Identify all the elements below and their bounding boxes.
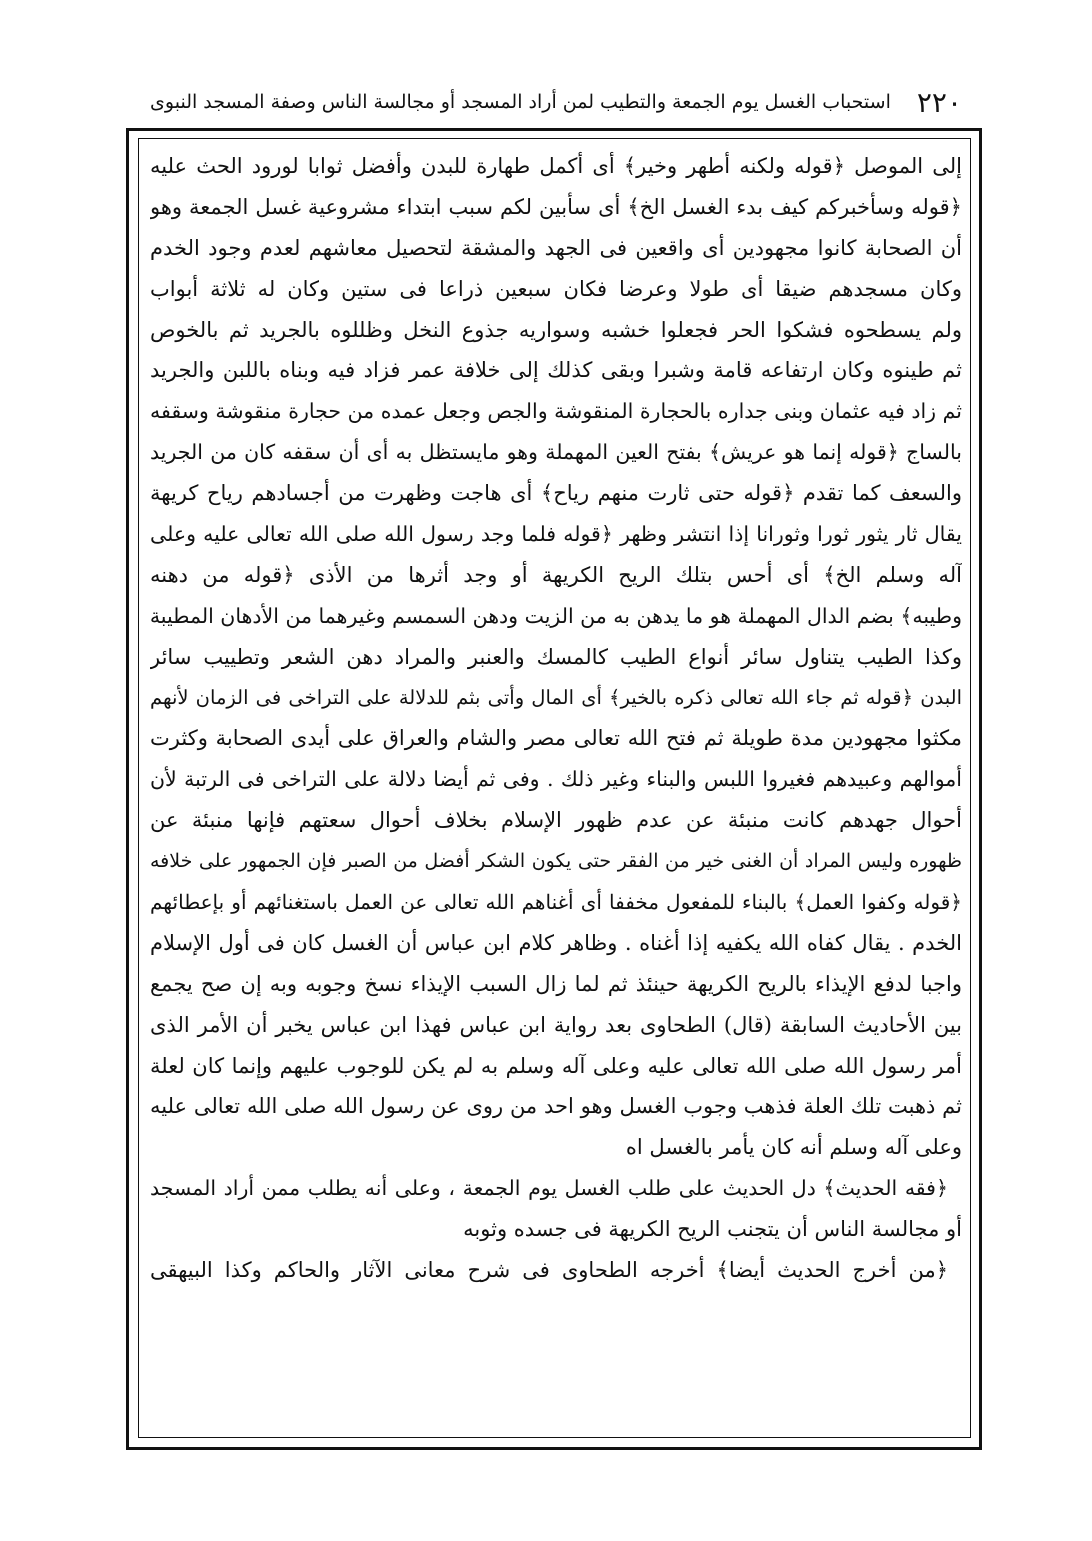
section-heading-line: ﴿فقه الحديث﴾ دل الحديث على طلب الغسل يوم الجمعة ، وعلى أنه يطلب ممن أراد المسجد (150, 1176, 948, 1201)
text-line: البدن ﴿قوله ثم جاء الله تعالى ذكره بالخير﴾ أى المال وأتى بثم للدلالة على التراخى فى الزمان لأنهم (150, 685, 962, 709)
text-line: ثم زاد فيه عثمان وبنى جداره بالحجارة المنقوشة والجص وجعل عمده من حجارة منقوشة وسقفه (150, 399, 962, 424)
text-line: ﴿قوله وسأخبركم كيف بدء الغسل الخ﴾ أى سأبين لكم سبب ابتداء مشروعية غسل الجمعة وهو (150, 194, 962, 219)
text-line: إلى الموصل ﴿قوله ولكنه أطهر وخير﴾ أى أكمل طهارة للبدن وأفضل ثوابا لورود الحث عليه (150, 154, 962, 178)
text-line: واجبا لدفع الإيذاء بالريح الكريهة حينئذ ثم لما زال السبب الإيذاء نسخ وجوبه وبه إن صح يجمع (150, 971, 962, 996)
text-line: ولم يسطحوه فشكوا الحر فجعلوا خشبه وسواريه جذوع النخل وظللوه بالجريد ثم بالخوص (150, 317, 962, 342)
text-line: مكثوا مجهودين مدة طويلة ثم فتح الله تعالى مصر والشام والعراق على أيدى الصحابة وكثرت (150, 726, 962, 751)
body-text (150, 146, 962, 1291)
text-line: وكذا الطيب يتناول سائر أنواع الطيب كالمسك والعنبر والمراد دهن الشعر وتطييب سائر (150, 644, 962, 669)
text-line: وكان مسجدهم ضيقا أى طولا وعرضا فكان سبعين ذراعا فى ستين وكان له ثلاثة أبواب (150, 276, 962, 301)
text-line: أحوال جهدهم كانت منبئة عن عدم ظهور الإسلام بخلاف أحوال سعتهم فإنها منبئة عن (150, 808, 962, 833)
text-line: والسعف كما تقدم ﴿قوله حتى ثارت منهم رياح﴾ أى هاجت وظهرت من أجسادهم رياح كريهة (150, 481, 962, 506)
text-line: ثم ذهبت تلك العلة فذهب وجوب الغسل وهو احد من روى عن رسول الله صلى الله تعالى عليه (150, 1094, 962, 1119)
text-line: ﴿قوله وكفوا العمل﴾ بالبناء للمفعول مخففا أى أغناهم الله تعالى عن العمل باستغنائهم أو بإعطائهم (150, 890, 962, 915)
text-line: أن الصحابة كانوا مجهودين أى واقعين فى الجهد والمشقة لتحصيل معاشهم لعدم وجود الخدم (150, 235, 962, 260)
text-line: أمر رسول الله صلى الله تعالى عليه وعلى آله وسلم به لم يكن للوجوب عليهم وإنما كان لعلة (150, 1053, 962, 1078)
text-line: وطيبه﴾ بضم الدال المهملة هو ما يدهن به من الزيت ودهن السمسم وغيرهما من الأدهان المطيبة (150, 603, 962, 628)
text-line: ثم طينوه وكان ارتفاعه قامة وشبرا وبقى كذلك إلى خلافة عمر فزاد فيه وبناه باللبن والجريد (150, 358, 962, 383)
text-line: يقال ثار يثور ثورا وثورانا إذا انتشر وظهر ﴿قوله فلما وجد رسول الله صلى الله تعالى عليه وعلى (150, 522, 962, 547)
text-line: الخدم . يقال كفاه الله يكفيه إذا أغناه . وظاهر كلام ابن عباس أن الغسل كان فى أول الإسلام (150, 930, 962, 955)
running-title: استحباب الغسل يوم الجمعة والتطيب لمن أراد المسجد أو مجالسة الناس وصفة المسجد النبوى (150, 91, 891, 113)
page-number: ٢٢٠ (916, 85, 962, 119)
text-line: أموالهم وعبيدهم فغيروا اللبس والبناء وغير ذلك . وفى ثم أيضا دلالة على التراخى فى الرتبة لأن (150, 767, 962, 792)
text-line: ظهوره وليس المراد أن الغنى خير من الفقر حتى يكون الشكر أفضل من الصبر فإن الجمهور على خلافه (150, 850, 962, 873)
page-header (140, 82, 962, 122)
text-line: وعلى آله وسلم أنه كان يأمر بالغسل اه (625, 1135, 962, 1160)
section-heading-line: ﴿من أخرج الحديث أيضا﴾ أخرجه الطحاوى فى شرح معانى الآثار والحاكم وكذا البيهقى (150, 1258, 948, 1283)
text-line: أو مجالسة الناس أن يتجنب الريح الكريهة فى جسده وثوبه (463, 1217, 962, 1242)
text-line: بالساج ﴿قوله إنما هو عريش﴾ بفتح العين المهملة وهو مايستظل به أى أن سقفه كان من الجريد (150, 440, 962, 465)
text-line: بين الأحاديث السابقة (قال) الطحاوى بعد رواية ابن عباس فهذا ابن عباس يخبر أن الأمر الذى (150, 1012, 962, 1037)
text-line: آله وسلم الخ﴾ أى أحس بتلك الريح الكريهة أو وجد أثرها من الأذى ﴿قوله من دهنه (150, 562, 962, 587)
